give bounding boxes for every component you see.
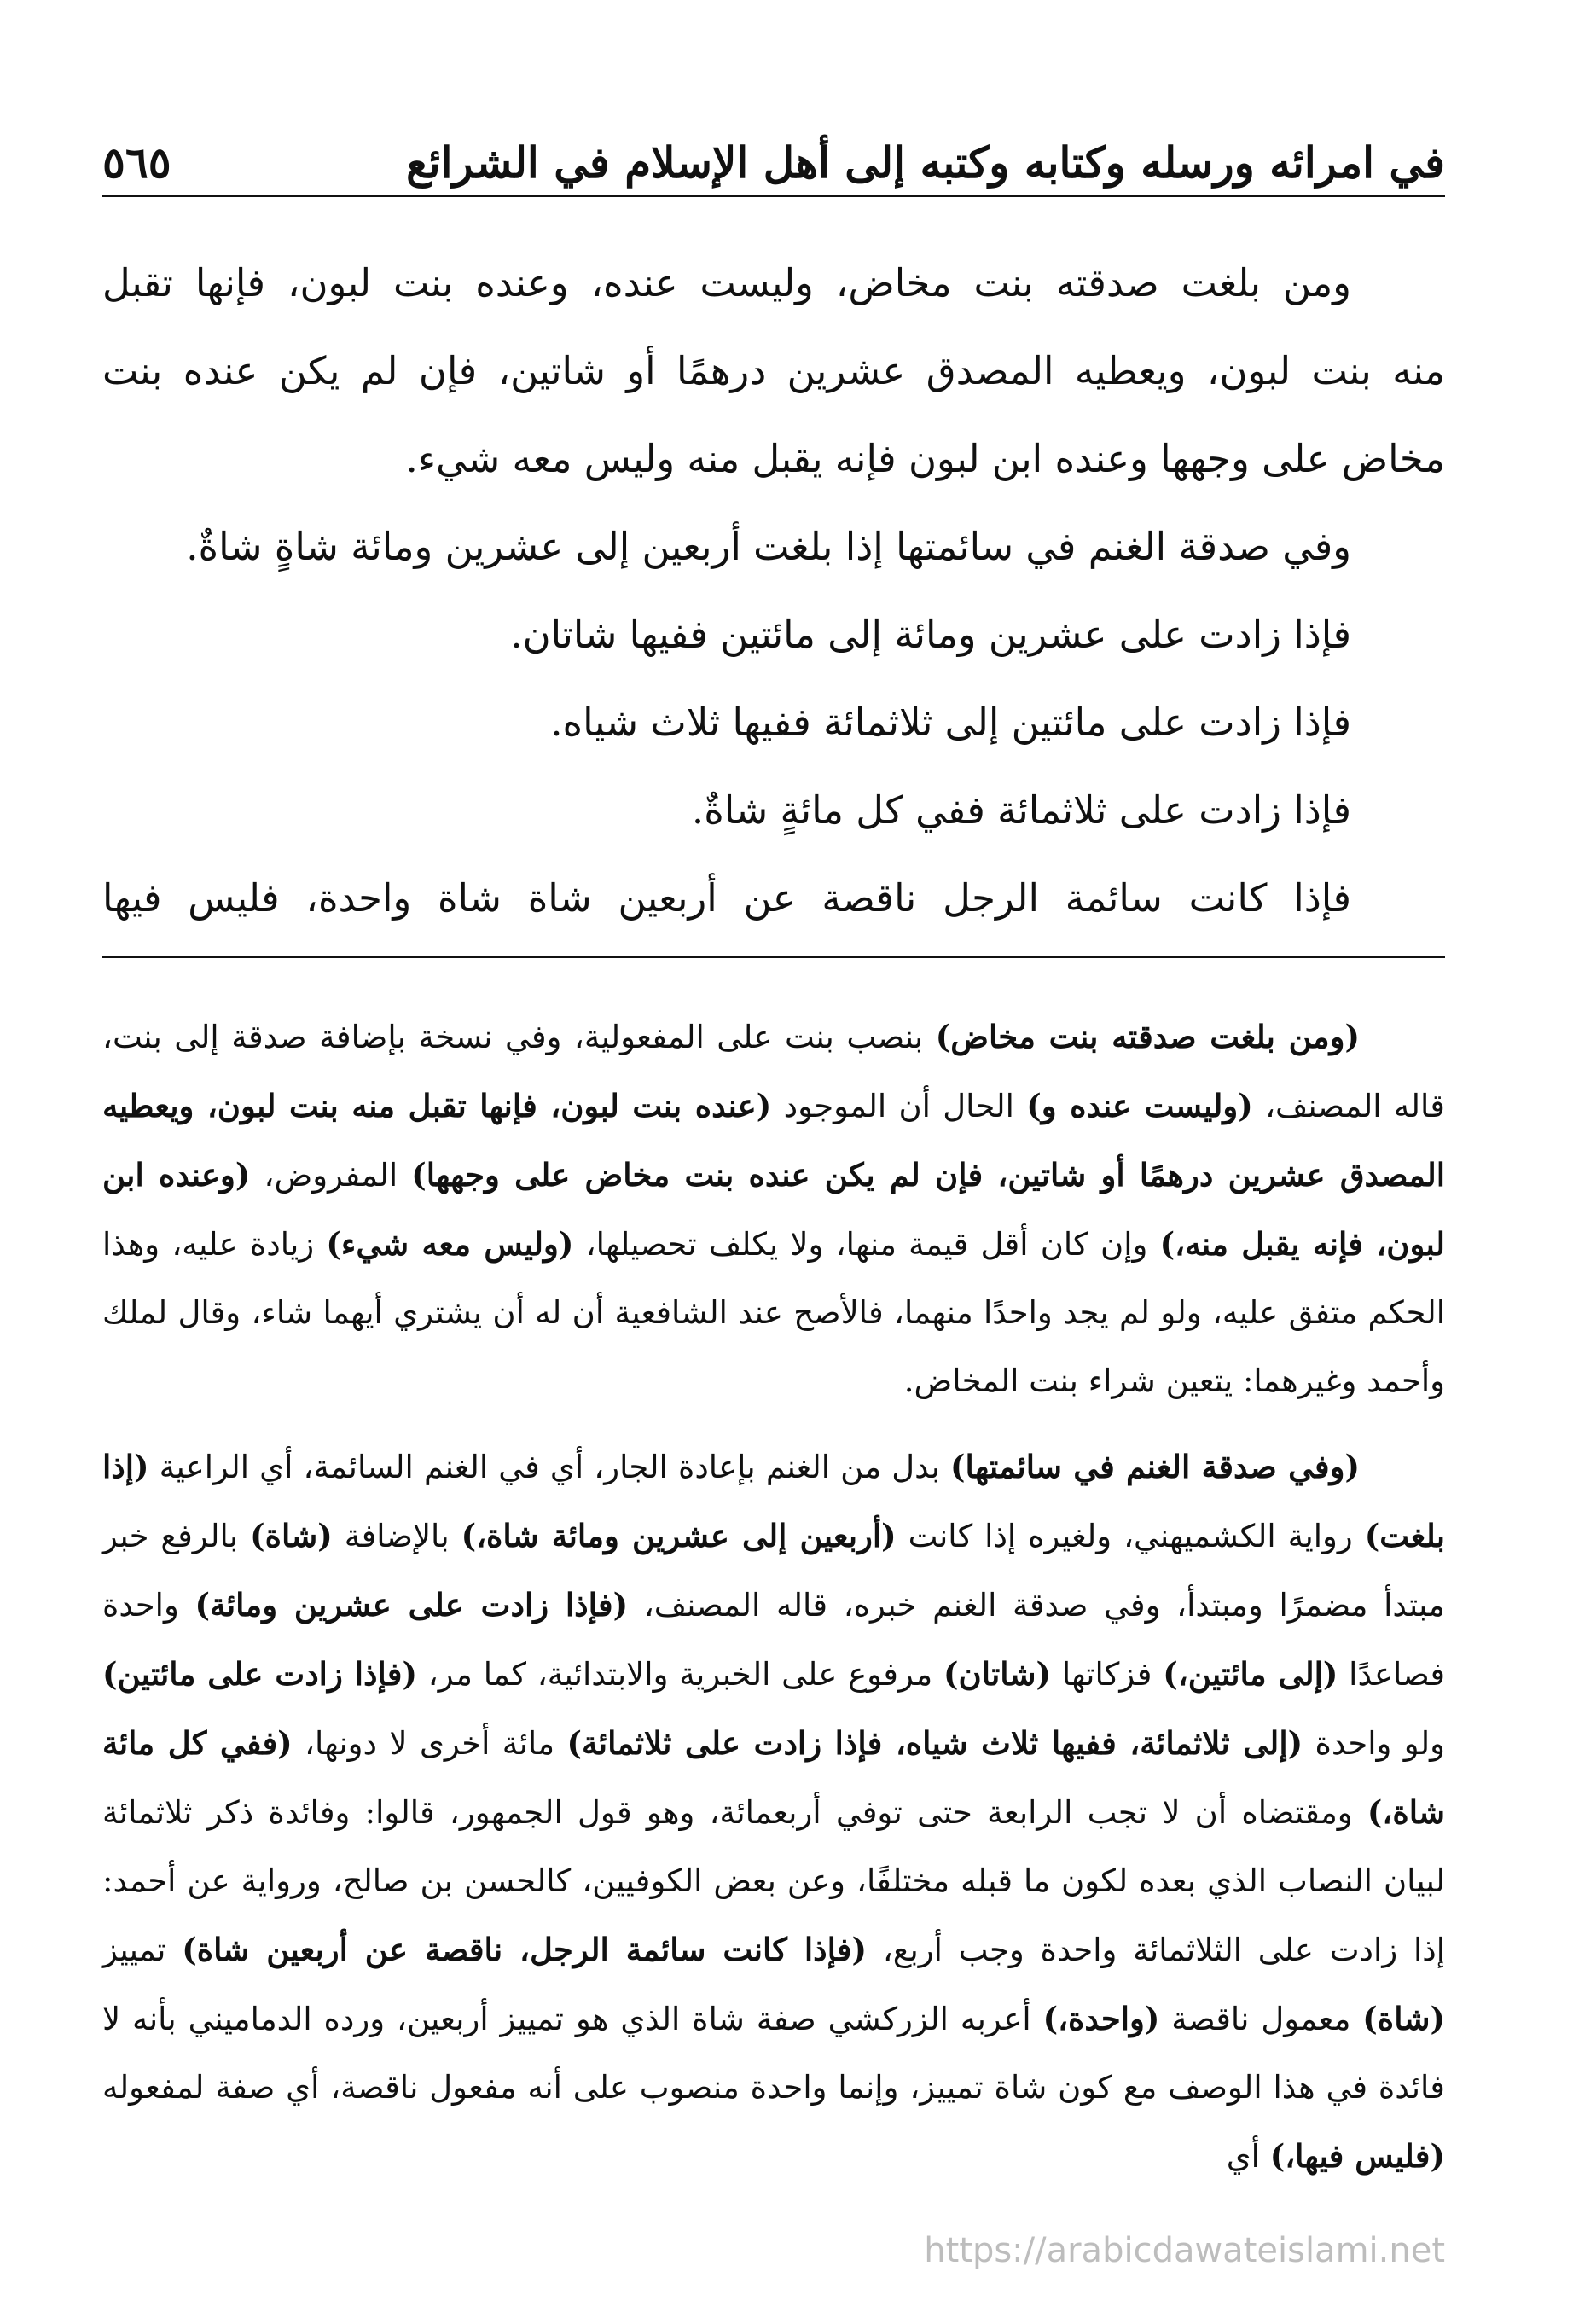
quoted-matn: (إلى ثلاثمائة، ففيها ثلاث شياه، فإذا زادت على ثلاثمائة) (566, 1724, 1303, 1762)
commentary-text: أي (1226, 2138, 1270, 2175)
commentary-paragraph-1 (102, 1002, 1445, 1415)
main-text-line: ومن بلغت صدقته بنت مخاض، وليست عنده، وعنده بنت لبون، فإنها تقبل (102, 260, 1351, 305)
commentary-text: مائة أخرى لا دونها، (292, 1725, 567, 1762)
quoted-matn: (ففي كل مائة شاة،) (102, 1724, 1445, 1831)
main-text-line: منه بنت لبون، ويعطيه المصدق عشرين درهمًا أو شاتين، فإن لم يكن عنده بنت (102, 348, 1445, 393)
quoted-matn: (فإذا زادت على مائتين) (102, 1655, 417, 1693)
page-number: ٥٦٥ (102, 137, 171, 188)
commentary-text: ولو واحدة (1303, 1725, 1445, 1762)
quoted-matn: (وفي صدقة الغنم في سائمتها) (950, 1448, 1360, 1485)
quoted-matn: (عنده بنت لبون، فإنها تقبل منه بنت لبون، ويعطيه المصدق عشرين درهمًا أو شاتين، فإن لم يكن عنده بنت مخاض على وجهها) (102, 1087, 1445, 1194)
header-divider (102, 195, 1445, 197)
commentary-text: المفروض، (250, 1157, 412, 1194)
commentary-divider (102, 956, 1445, 958)
commentary-text: الحال أن الموجود (771, 1088, 1027, 1124)
commentary-text: وإن كان أقل قيمة منها، ولا يكلف تحصيلها، (573, 1226, 1160, 1263)
quoted-matn: (وليست عنده و) (1026, 1087, 1253, 1124)
commentary-text: معمول ناقصة (1159, 2001, 1363, 2037)
quoted-matn: (فإذا زادت على عشرين ومائة) (194, 1586, 629, 1624)
commentary-text: رواية الكشميهني، ولغيره إذا كانت (896, 1518, 1365, 1554)
quoted-matn: (وليس معه شيء) (326, 1225, 574, 1263)
running-title: في امرائه ورسله وكتابه وكتبه إلى أهل الإسلام في الشرائع (406, 137, 1445, 188)
hadith-text (102, 239, 1445, 942)
quoted-matn: (إذا بلغت) (102, 1448, 1445, 1554)
quoted-matn: (أربعين إلى عشرين ومائة شاة،) (461, 1517, 897, 1554)
quoted-matn: (شاتان) (943, 1655, 1052, 1693)
page-header (102, 119, 1445, 188)
commentary-text: أعربه الزركشي صفة شاة الذي هو تمييز أربعين، ورده الدماميني بأنه لا فائدة في هذا الوصف مع كون شاة تمييز، وإنما واحدة منصوب على أنه مفعول ناقصة، أي صفة لمفعوله (102, 2001, 1445, 2106)
main-text-line: فإذا زادت على ثلاثمائة ففي كل مائةٍ شاةٌ. (691, 787, 1351, 833)
commentary-text: بالإضافة (332, 1518, 461, 1554)
quoted-matn: (شاة) (1362, 2000, 1445, 2037)
quoted-matn: (واحدة،) (1042, 2000, 1160, 2037)
commentary-text: فزكاتها (1051, 1656, 1164, 1693)
quoted-matn: (إلى مائتين،) (1163, 1655, 1338, 1693)
main-text-line: فإذا كانت سائمة الرجل ناقصة عن أربعين شاة شاة واحدة، فليس فيها (102, 875, 1351, 921)
main-text-line: مخاض على وجهها وعنده ابن لبون فإنه يقبل منه وليس معه شيء. (405, 436, 1445, 481)
commentary-text: بنصب بنت على المفعولية، وفي نسخة بإضافة صدقة إلى بنت، قاله المصنف، (102, 1019, 1445, 1124)
quoted-matn: (فإذا كانت سائمة الرجل، ناقصة عن أربعين شاة) (182, 1931, 868, 1968)
commentary-text: بدل من الغنم بإعادة الجار، أي في الغنم السائمة، أي الراعية (148, 1449, 951, 1485)
watermark-url: https://arabicdawateislami.net (924, 2231, 1445, 2270)
commentary-text: بالرفع خبر مبتدأ مضمرًا ومبتدأ، وفي صدقة الغنم خبره، قاله المصنف، (102, 1518, 1446, 1624)
main-text-line: فإذا زادت على مائتين إلى ثلاثمائة ففيها ثلاث شياه. (550, 700, 1351, 745)
commentary-section (102, 1002, 1445, 2191)
quoted-matn: (شاة) (250, 1517, 333, 1554)
commentary-text: مرفوع على الخبرية والابتدائية، كما مر، (416, 1656, 944, 1693)
commentary-text: ومقتضاه أن لا تجب الرابعة حتى توفي أربعمائة، وهو قول الجمهور، قالوا: وفائدة ذكر ثلاثمائة لبيان النصاب الذي بعده لكون ما قبله مختلفًا، وعن بعض الكوفيين، كالحسن بن صالح، ورواية عن أحمد: إذا زادت على الثلاثمائة واحدة وجب أربع، (102, 1794, 1445, 1968)
quoted-matn: (فليس فيها،) (1269, 2137, 1445, 2175)
quoted-matn: (ومن بلغت صدقته بنت مخاض) (935, 1018, 1360, 1055)
commentary-paragraph-2 (102, 1432, 1445, 2191)
commentary-text: زيادة عليه، وهذا الحكم متفق عليه، ولو لم يجد واحدًا منهما، فالأصح عند الشافعية أن له أن يشتري أيهما شاء، وقال لملك وأحمد وغيرهما: يتعين شراء بنت المخاض. (102, 1226, 1445, 1399)
quoted-matn: (وعنده ابن لبون، فإنه يقبل منه،) (102, 1156, 1445, 1263)
main-text-line: فإذا زادت على عشرين ومائة إلى مائتين ففيها شاتان. (510, 612, 1351, 657)
commentary-text: واحدة فصاعدًا (102, 1587, 1446, 1693)
main-text-line: وفي صدقة الغنم في سائمتها إذا بلغت أربعين إلى عشرين ومائة شاةٍ شاةٌ. (186, 524, 1351, 569)
commentary-text: تمييز (102, 1932, 183, 1968)
